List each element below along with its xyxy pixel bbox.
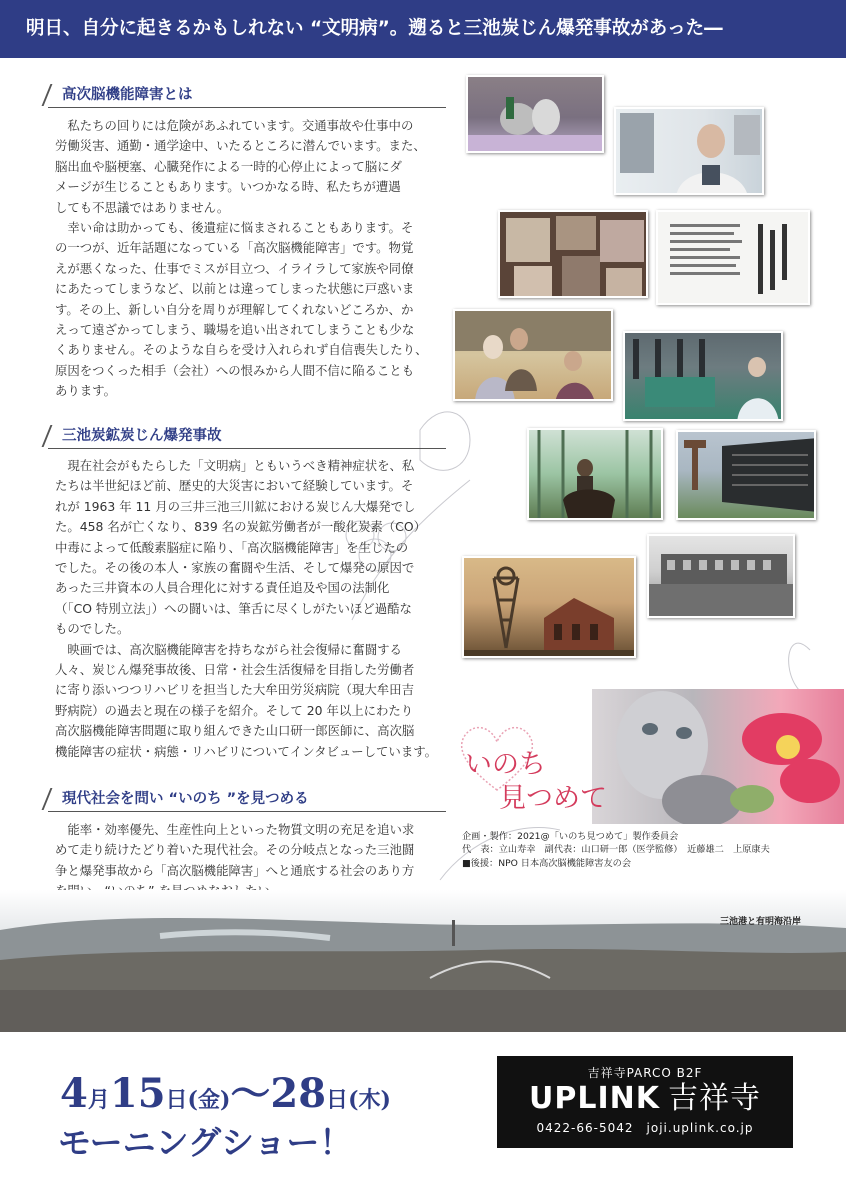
morning-show: モーニングショー！ [58,1123,353,1162]
venue-box [497,1056,793,1148]
panorama-caption: 三池港と有明海沿岸 [720,917,802,927]
header-banner: 明日、自分に起きるかもしれない “文明病”。遡ると三池炭じん爆発事故があった― [0,0,846,58]
panorama-photo [0,890,846,1032]
photo-newspaper [656,210,810,305]
film-credits: 企画・製作：2021@「いのち見つめて」製作委員会 代 表：立山寿幸 副代表：山口研一郎（医学監修） 近藤雄二 上原康夫 ■後援：NPO 日本高次脳機能障害友の会 [462,831,770,869]
photo-figurines [466,75,604,153]
section-heading-1: 高次脳機能障害とは [46,84,446,108]
section-heading-2: 三池炭鉱炭じん爆発事故 [46,425,446,449]
section-2-body: 現在社会がもたらした「文明病」ともいうべき精神症状を、私 たちは半世紀ほど前、歴史的大災害において経験しています。そ れが 1963 年 11 月の三井三池三川鉱における炭じん大爆発でし た。458 名が亡くなり、839 名の炭鉱労働者が一酸化炭素（CO） 中毒によって低酸素脳症に陥り、「高次脳機能障害」を生じたの でした。その後の本人・家族の奮闘や生活、そして爆発の原因で あった三井資本の人員合理化に対する責任追及や国の法制化 （「CO 特別立法」）への闘いは、筆舌に尽くしがたいほど過酷な ものでした。 映画では、高次脳機能障害を持ちながら社会復帰に奮闘する 人々、炭じん爆発事故後、日常・社会生活復帰を目指した労働者 に寄り添いつつリハビリを担当した大牟田労災病院（現大牟田吉 野病院）の過去と現在の様子を紹介。そして 20 年以上にわたり 高次脳機能障害問題に取り組んできた山口研一郎医師に、高次脳 機能障害の症状・病態・リハビリについてインタビューしています。 [55,458,438,759]
photo-elderly-couple [453,309,613,401]
photo-horse-rider [527,428,663,520]
photo-doctor-interview [614,107,764,195]
section-heading-3: 現代社会を問い “いのち ”を見つめる [46,788,446,812]
photo-hospital-rehab [623,331,783,421]
film-title: いのち 見つめて [465,749,607,814]
photo-mine-headframe [462,556,636,658]
photo-family-pictures [498,210,648,298]
venue-brand: UPLINK 吉祥寺 [529,1081,761,1116]
photo-memorial-monument [676,430,816,520]
venue-location: 吉祥寺PARCO B2F [587,1066,703,1080]
venue-contact: 0422-66-5042 joji.uplink.co.jp [536,1121,754,1135]
section-1-body: 私たちの回りには危険があふれています。交通事故や仕事中の 労働災害、通勤・通学途中、いたるところに潜んでいます。また、 脳出血や脳梗塞、心臓発作による一時的心停止によって脳にダ メージが生じることもあります。いつかなる時、私たちが遭遇 しても不思議ではありません。 幸い命は助かっても、後遺症に悩まされることもあります。そ の一つが、近年話題になっている「高次脳機能障害」です。物覚 えが悪くなった、仕事でミスが目立つ、イライラして家族や同僚 にあたってしまうなど、以前とは違ってしまった状態に戸惑いま す。その上、新しい自分を周りが理解してくれないどころか、か えって遠ざかってしまう、職場を追い出されてしまうことも少な くありません。そのような自らを受け入れられず自信喪失したり、 原因をつくった相手（会社）への恨みから人間不信に陥ることも あります。 [55,118,428,399]
photo-old-hospital [647,534,795,618]
photo-film-poster [592,689,844,824]
section-3-body: 能率・効率優先、生産性向上といった物質文明の充足を追い求 めて走り続けたどり着いた現代社会。その分岐点となった三池闘 争と爆発事故から「高次脳機能障害」へと通底する社会のあり方 [55,822,415,878]
screening-dates: 4月15日(金)～28日(木) [60,1070,391,1117]
